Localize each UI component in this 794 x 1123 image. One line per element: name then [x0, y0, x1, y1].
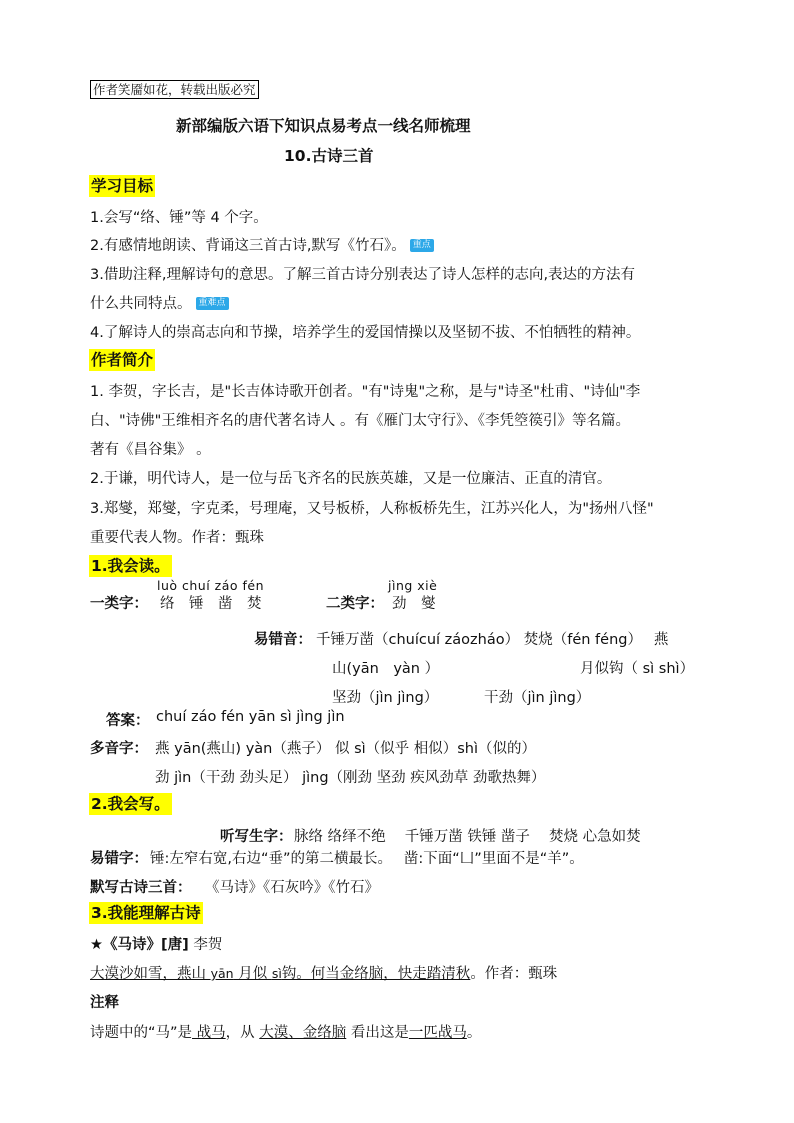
- difficult-point-badge: 重难点: [196, 297, 229, 310]
- author-line: 1. 李贺，字长吉，是"长吉体诗歌开创者。"有"诗鬼"之称，是与"诗圣"杜甫、"诗仙"李: [90, 384, 641, 400]
- goals-heading: 学习目标: [91, 177, 154, 195]
- author-line: 白、"诗佛"王维相齐名的唐代著名诗人 。有《雁门太守行》、《李凭箜篌引》等名篇。: [90, 413, 630, 429]
- polyphone-line: 劲 jìn（干劲 劲头足） jìng（刚劲 坚劲 疾风劲草 劲歌热舞）: [155, 770, 546, 786]
- class2-label: 二类字：: [326, 596, 384, 612]
- answer-text: chuí záo fén yān sì jìng jìn: [156, 709, 345, 725]
- class1-pinyin: luò chuí záo fén: [157, 578, 265, 593]
- author-line: 重要代表人物。作者：甄珠: [90, 530, 264, 546]
- dictation-label: 听写生字：: [220, 829, 293, 845]
- document-title: 新部编版六语下知识点易考点一线名师梳理: [176, 117, 471, 135]
- goal-item: 1.会写“络、锤”等 4 个字。: [90, 210, 268, 226]
- dictation-words: 脉络 络绎不绝 千锤万凿 铁锤 凿子 焚烧 心急如焚: [294, 829, 641, 845]
- error-pron-line: 山(yān yàn ）: [332, 661, 440, 677]
- goal-item: 4.了解诗人的崇高志向和节操，培养学生的爱国情操以及坚韧不拔、不怕牺牲的精神。: [90, 325, 641, 341]
- error-pron-line: 坚劲（jìn jìng）: [332, 690, 439, 706]
- class2-pinyin: jìng xiè: [388, 578, 438, 593]
- note-line: 诗题中的“马”是 战马，从 大漠、金络脑 看出这是一匹战马。: [90, 1025, 482, 1041]
- recite-poems: 《马诗》《石灰吟》《竹石》: [205, 880, 379, 896]
- key-point-badge: 重点: [410, 239, 434, 252]
- class1-label: 一类字：: [90, 596, 148, 612]
- error-pron-line: 月似钩（ sì shì）: [580, 661, 695, 677]
- author-line: 著有《昌谷集》 。: [90, 442, 211, 458]
- goal-item: 3.借助注释,理解诗句的意思。了解三首古诗分别表达了诗人怎样的志向,表达的方法有: [90, 267, 636, 283]
- authors-heading: 作者简介: [91, 351, 154, 369]
- poem-title: ★《马诗》[唐]: [90, 937, 189, 953]
- goal-item-text: 2.有感情地朗读、背诵这三首古诗,默写《竹石》。: [90, 238, 406, 254]
- error-pron-line: 千锤万凿（chuícuí záozháo） 焚烧（fén féng） 燕: [316, 632, 669, 648]
- error-char-label: 易错字：: [90, 851, 148, 867]
- write-heading: 2.我会写。: [91, 795, 170, 813]
- goal-item-text: 什么共同特点。: [90, 296, 192, 312]
- author-line: 3.郑燮，郑燮，字克柔，号理庵，又号板桥，人称板桥先生，江苏兴化人，为"扬州八怪": [90, 501, 654, 517]
- error-char-text: 锤:左窄右宽,右边“垂”的第二横最长。 凿:下面“凵”里面不是“羊”。: [150, 851, 584, 867]
- poem-text: 大漠沙如雪，燕山 yān 月似 sì钩。何当金络脑，快走踏清秋。作者：甄珠: [90, 966, 558, 982]
- error-pron-label: 易错音：: [254, 632, 312, 648]
- read-heading: 1.我会读。: [91, 557, 170, 575]
- goal-item: [90, 234, 434, 255]
- polyphone-label: 多音字：: [90, 741, 148, 757]
- class2-chars: 劲 燮: [392, 596, 436, 612]
- class1-chars: 络 锤 凿 焚: [160, 596, 262, 612]
- document-subtitle: 10.古诗三首: [284, 147, 374, 165]
- poem-heading: [90, 933, 222, 954]
- recite-label: 默写古诗三首：: [90, 880, 192, 896]
- error-pron-line: 干劲（jìn jìng）: [484, 690, 591, 706]
- poem-author: 李贺: [193, 937, 223, 953]
- author-line: 2.于谦，明代诗人，是一位与岳飞齐名的民族英雄，又是一位廉洁、正直的清官。: [90, 471, 612, 487]
- goal-item: [90, 292, 229, 313]
- understand-heading: 3.我能理解古诗: [91, 904, 201, 922]
- notes-heading: 注释: [90, 995, 119, 1011]
- answer-label: 答案：: [106, 713, 150, 729]
- author-note: 作者笑靥如花，转载出版必究: [90, 80, 259, 99]
- polyphone-line: 燕 yān(燕山) yàn（燕子） 似 sì（似乎 相似）shì（似的）: [155, 741, 537, 757]
